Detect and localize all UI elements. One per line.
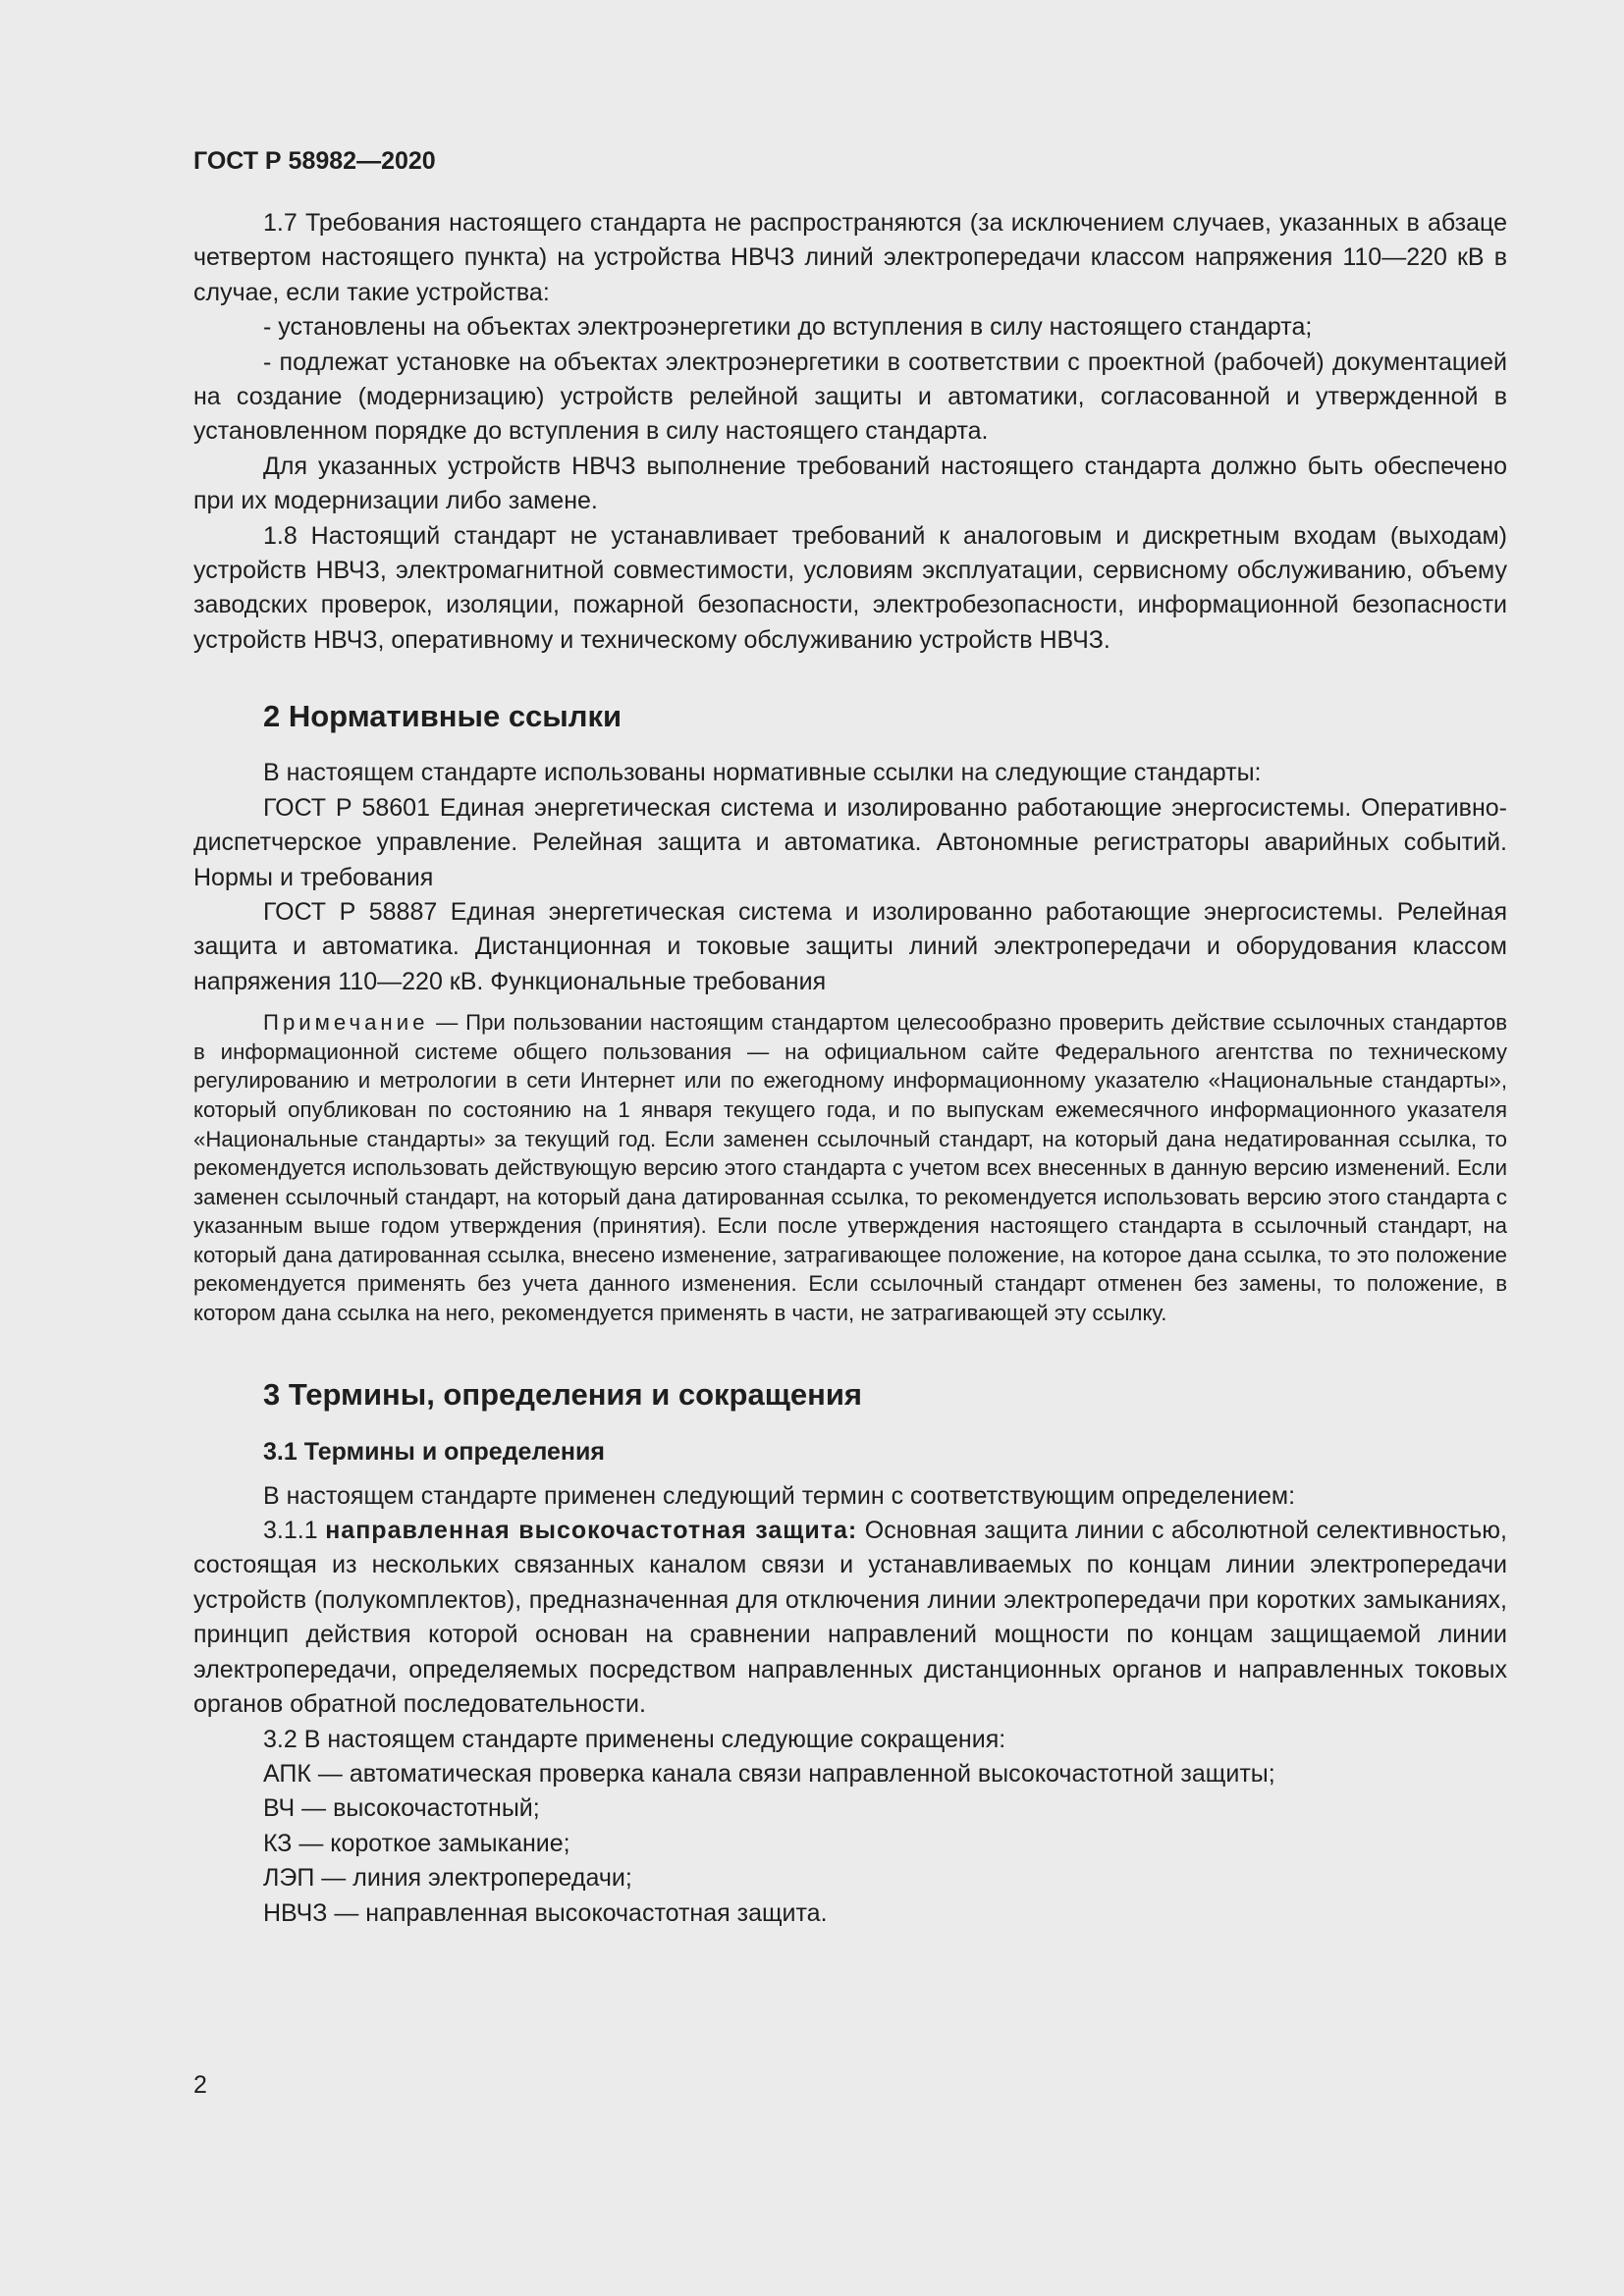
abbreviation-item: КЗ — короткое замыкание; [263, 1829, 570, 1857]
document-page [193, 145, 1507, 1931]
note-text: — При пользовании настоящим стандартом целесообразно проверить действие ссылочных стандартов в информационной системе общего пользования — на официальном сайте Федерального агентства по техническому регулированию и метрологии в сети Интернет или по ежегодному информационному указателю «Национальные стандарты», который опубликован по состоянию на 1 января текущего года, и по выпускам ежемесячного информационного указателя «Национальные стандарты» за текущий год. Если заменен ссылочный стандарт, на который дана недатированная ссылка, то рекомендуется использовать действующую версию этого стандарта с учетом всех внесенных в данную версию изменений. Если заменен ссылочный стандарт, на который дана датированная ссылка, то рекомендуется использовать версию этого стандарта с указанным выше годом утверждения (принятия). Если после утверждения настоящего стандарта в ссылочный стандарт, на который дана датированная ссылка, внесено изменение, затрагивающее положение, на которое дана ссылка, то это положение рекомендуется применять без учета данного изменения. Если ссылочный стандарт отменен без замены, то положение, в котором дана ссылка на него, рекомендуется применять в части, не затрагивающей эту ссылку. [193, 1010, 1507, 1326]
clause-1-8: 1.8 Настоящий стандарт не устанавливает требований к аналоговым и дискретным входам (выходам) устройств НВЧЗ, электромагнитной совместимости, условиям эксплуатации, сервисному обслуживанию, объему заводских проверок, изоляции, пожарной безопасности, электробезопасности, информационной безопасности устройств НВЧЗ, оперативному и техническому обслуживанию устройств НВЧЗ. [193, 521, 1507, 654]
note-label: Примечание [263, 1010, 429, 1036]
term-number: 3.1.1 [263, 1517, 326, 1545]
abbreviation-item: ВЧ — высокочастотный; [263, 1794, 540, 1823]
clause-1-7-item-1: - установлены на объектах электроэнергетики до вступления в силу настоящего стандарта; [263, 313, 1313, 342]
subsection-3-1-title: 3.1 Термины и определения [263, 1437, 605, 1466]
abbreviation-item: АПК — автоматическая проверка канала связи направленной высокочастотной защиты; [263, 1759, 1275, 1788]
section-2-title: 2 Нормативные ссылки [263, 699, 623, 734]
term-definition: Основная защита линии с абсолютной селективностью, состоящая из нескольких связанных каналом связи и устанавливаемых по концам линии электропередачи устройств (полукомплектов), предназначенная для отключения линии электропередачи при коротких замыканиях, принцип действия которой основан на сравнении направлений мощности по концам защищаемой линии электропередачи, определяемых посредством направленных дистанционных органов и направленных токовых органов обратной последовательности. [193, 1517, 1507, 1719]
document-header: ГОСТ Р 58982—2020 [193, 147, 436, 175]
clause-1-7: 1.7 Требования настоящего стандарта не распространяются (за исключением случаев, указанных в абзаце четвертом настоящего пункта) на устройства НВЧЗ линий электропередачи классом напряжения 110—220 кВ в случае, если такие устройства: [193, 209, 1507, 306]
normative-ref-58887: ГОСТ Р 58887 Единая энергетическая система и изолированно работающие энергосистемы. Релейная защита и автоматика. Дистанционная и токовые защиты линий электропередачи и оборудования классом напряжения 110—220 кВ. Функциональные требования [193, 897, 1507, 995]
term-3-1-1 [193, 1514, 1507, 1722]
section-3-title: 3 Термины, определения и сокращения [263, 1376, 862, 1412]
clause-3-2-intro: 3.2 В настоящем стандарте применены следующие сокращения: [263, 1725, 1006, 1753]
normative-ref-58601: ГОСТ Р 58601 Единая энергетическая система и изолированно работающие энергосистемы. Оперативно-диспетчерское управление. Релейная защита и автоматика. Автономные регистраторы аварийных событий. Нормы и требования [193, 793, 1507, 891]
term-name: направленная высокочастотная защита: [325, 1517, 858, 1545]
clause-1-7-item-2: - подлежат установке на объектах электроэнергетики в соответствии с проектной (рабочей) документацией на создание (модернизацию) устройств релейной защиты и автоматики, согласованной и утвержденной в установленном порядке до вступления в силу настоящего стандарта. [193, 347, 1507, 446]
section-2-intro: В настоящем стандарте использованы нормативные ссылки на следующие стандарты: [263, 759, 1262, 787]
abbreviation-item: НВЧЗ — направленная высокочастотная защита. [263, 1898, 828, 1927]
section-3-intro: В настоящем стандарте применен следующий термин с соответствующим определением: [263, 1481, 1296, 1510]
clause-1-7-modernization: Для указанных устройств НВЧЗ выполнение требований настоящего стандарта должно быть обеспечено при их модернизации либо замене. [193, 452, 1507, 515]
page-number: 2 [193, 2071, 207, 2099]
abbreviation-item: ЛЭП — линия электропередачи; [263, 1864, 632, 1893]
section-2-note [193, 1008, 1507, 1328]
